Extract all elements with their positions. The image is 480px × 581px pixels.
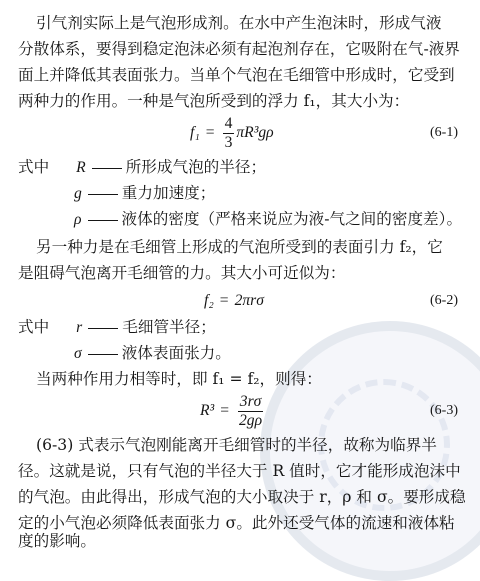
text-line: 分散体系，要得到稳定泡沫必须有起泡剂存在，它吸附在气-液界: [18, 40, 460, 58]
definition-line: [0, 314, 480, 340]
eq2-rhs: 2πrσ: [234, 292, 264, 309]
definition-dash: [88, 354, 118, 355]
eq1-denominator: 3: [224, 133, 233, 151]
definition-variable: ρ: [74, 211, 82, 228]
definition-text: 重力加速度；: [121, 184, 216, 202]
text-line: 的气泡。由此得出，形成气泡的大小取决于 r，ρ 和 σ。要形成稳: [18, 488, 466, 506]
text-line: 另一种力是在毛细管上形成的气泡所受到的表面引力 f₂，它: [36, 238, 443, 256]
definition-label: 式中: [18, 158, 50, 176]
text-line: 两种力的作用。一种是气泡所受到的浮力 f₁，其大小为：: [18, 92, 410, 110]
eq2-lhs: f₂: [204, 292, 214, 309]
equation-number: (6-2): [430, 293, 458, 308]
definition-line: [0, 340, 480, 366]
equation-number: (6-1): [430, 125, 458, 140]
definition-text: 液体的密度（严格来说应为液-气之间的密度差）。: [121, 210, 463, 228]
text-line: 引气剂实际上是气泡形成剂。在水中产生泡沫时，形成气液: [36, 14, 442, 32]
eq3-lhs: R³: [200, 402, 215, 419]
eq1-lhs: f₁: [190, 124, 200, 141]
eq3-denominator: 2gρ: [239, 411, 263, 429]
eq1-numerator: 4: [224, 114, 233, 132]
eq3-fraction: [237, 394, 264, 429]
definition-text: 所形成气泡的半径；: [125, 158, 267, 176]
eq3-equals: =: [220, 402, 229, 419]
text-line: 定的小气泡必须降低表面张力 σ。此外还受气体的流速和液体粘: [18, 514, 455, 532]
definition-variable: σ: [74, 345, 82, 362]
equation-6-1: [190, 114, 274, 152]
definition-line: [0, 154, 480, 180]
definition-dash: [92, 168, 122, 169]
definition-line: [0, 206, 480, 232]
definition-dash: [88, 194, 118, 195]
definition-variable: g: [74, 185, 82, 202]
definition-text: 毛细管半径；: [122, 318, 216, 336]
text-line: 是阻碍气泡离开毛细管的力。其大小可近似为：: [18, 264, 346, 282]
eq3-numerator: 3rσ: [239, 392, 262, 410]
eq1-fraction: [223, 116, 235, 151]
text-line: 当两种作用力相等时，即 f₁ = f₂，则得：: [36, 370, 322, 388]
eq1-equals: =: [205, 124, 215, 141]
text-line: 面上并降低其表面张力。当单个气泡在毛细管中形成时，它受到: [18, 66, 455, 84]
eq1-rest: πR³gρ: [236, 124, 274, 141]
text-line: 度的影响。: [18, 532, 96, 550]
definition-label: 式中: [18, 318, 50, 336]
equation-number: (6-3): [430, 403, 458, 418]
eq2-equals: =: [219, 292, 229, 309]
definition-line: [0, 180, 480, 206]
definition-variable: r: [76, 319, 83, 336]
definition-dash: [88, 220, 118, 221]
definition-dash: [88, 328, 118, 329]
definition-text: 液体表面张力。: [121, 344, 231, 362]
definition-variable: R: [76, 159, 86, 176]
text-line: (6-3) 式表示气泡刚能离开毛细管时的半径，故称为临界半: [36, 436, 437, 454]
text-line: 径。这就是说，只有气泡的半径大于 R 值时，它才能形成泡沫中: [18, 462, 461, 480]
equation-6-3: [200, 392, 266, 430]
